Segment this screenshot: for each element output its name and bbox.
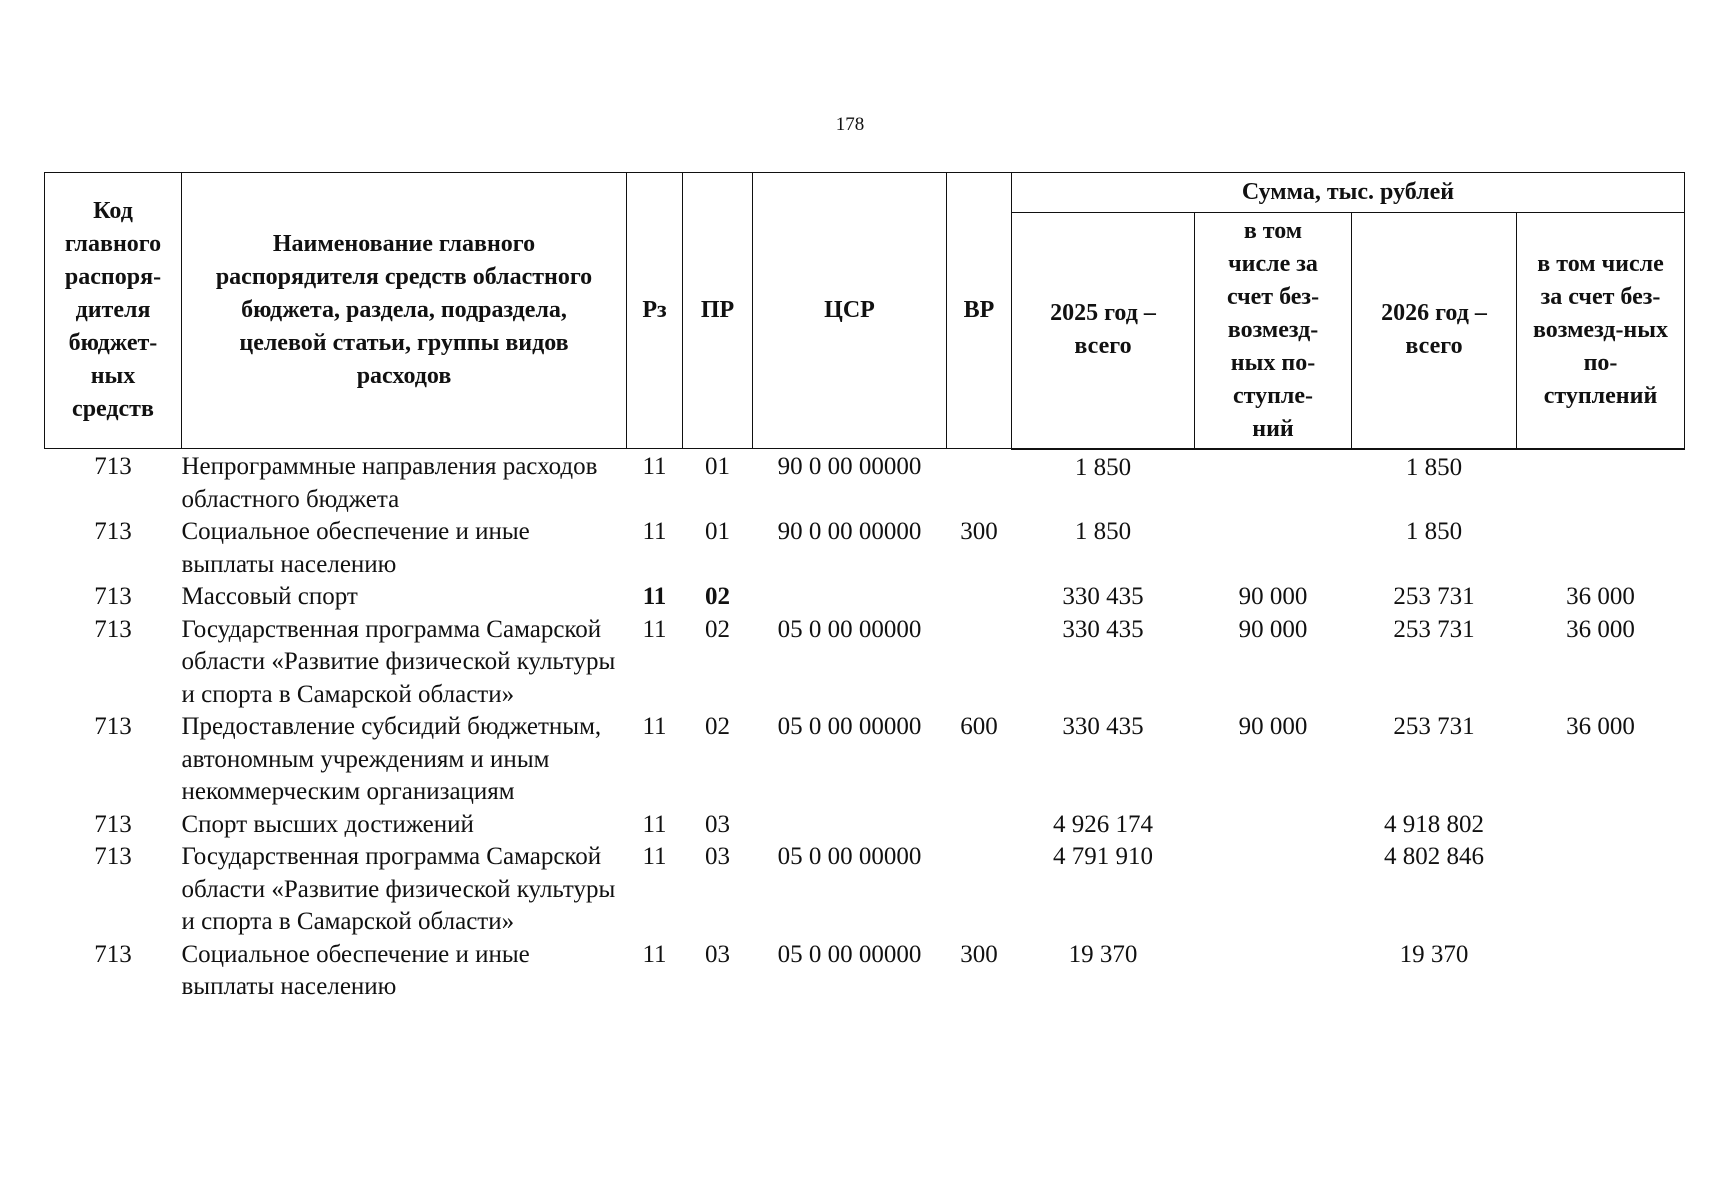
cell-name: Социальное обеспечение и иные выплаты населению — [181, 518, 530, 578]
cell-2025-grants: 90 000 — [1238, 713, 1308, 740]
cell-name: Государственная программа Самарской области «Развитие физической культуры и спорта в Самарской области» — [181, 615, 616, 708]
cell-2026-grants — [1517, 516, 1685, 581]
cell-2026-grants — [1517, 939, 1685, 1004]
table-row — [45, 711, 1685, 809]
cell-code: 713 — [94, 713, 132, 740]
cell-vr — [947, 841, 1012, 939]
cell-2025-grants — [1195, 809, 1352, 842]
header-name: Наименование главного распорядителя средств областного бюджета, раздела, подраздела, целевой статьи, группы видов расходов — [182, 173, 627, 449]
cell-2026-grants: 36 000 — [1566, 713, 1635, 740]
cell-2025-total: 1 850 — [1074, 518, 1132, 545]
cell-2026-total: 253 731 — [1393, 615, 1475, 643]
header-csr: ЦСР — [753, 173, 947, 449]
table-row — [45, 939, 1685, 1004]
table-row — [45, 581, 1685, 614]
cell-2025-grants: 90 000 — [1238, 583, 1308, 610]
cell-rz: 11 — [642, 615, 667, 643]
cell-csr: 05 0 00 00000 — [777, 713, 922, 740]
cell-rz: 11 — [642, 713, 667, 740]
cell-2025-grants — [1195, 939, 1352, 1004]
header-2025-total: 2025 год – всего — [1012, 213, 1195, 449]
header-rz: Рз — [627, 173, 683, 449]
cell-rz: 11 — [642, 940, 667, 968]
cell-csr: 05 0 00 00000 — [777, 940, 922, 968]
table-body — [45, 449, 1685, 1004]
cell-2026-total: 1 850 — [1405, 518, 1463, 545]
cell-2026-total: 4 918 802 — [1384, 810, 1484, 838]
cell-rz: 11 — [642, 453, 667, 480]
table-row — [45, 841, 1685, 939]
cell-name: Предоставление субсидий бюджетным, автономным учреждениям и иным некоммерческим организациям — [181, 713, 602, 805]
page-number: 178 — [835, 114, 865, 135]
cell-csr: 05 0 00 00000 — [777, 615, 922, 643]
cell-2025-total: 330 435 — [1062, 615, 1144, 643]
cell-2025-total: 330 435 — [1062, 713, 1144, 740]
table-row — [45, 809, 1685, 842]
cell-2026-total: 4 802 846 — [1384, 843, 1484, 870]
table-header — [45, 173, 1685, 449]
cell-pr: 01 — [705, 453, 730, 480]
header-2025-grants: в том числе за счет без-возмезд-ных по-ступле-ний — [1195, 213, 1352, 449]
cell-csr: 90 0 00 00000 — [777, 518, 922, 545]
cell-name: Массовый спорт — [181, 583, 358, 610]
cell-name: Спорт высших достижений — [181, 810, 474, 838]
cell-2026-grants — [1517, 809, 1685, 842]
table-row — [45, 449, 1685, 517]
cell-2025-grants — [1195, 516, 1352, 581]
cell-2025-grants: 90 000 — [1238, 615, 1308, 643]
cell-pr: 02 — [705, 713, 730, 740]
cell-2025-grants — [1195, 841, 1352, 939]
cell-2025-total: 1 850 — [1074, 453, 1132, 481]
header-vr: ВР — [947, 173, 1012, 449]
header-2026-grants: в том числе за счет без-возмезд-ных по-ступлений — [1517, 213, 1685, 449]
cell-name: Социальное обеспечение и иные выплаты населению — [181, 940, 530, 1000]
cell-code: 713 — [94, 453, 132, 480]
table-row — [45, 516, 1685, 581]
cell-2026-total: 253 731 — [1393, 583, 1475, 610]
cell-vr — [947, 809, 1012, 842]
cell-code: 713 — [94, 810, 132, 838]
cell-vr: 300 — [960, 940, 998, 968]
cell-csr: 90 0 00 00000 — [777, 453, 922, 480]
header-2026-total: 2026 год – всего — [1352, 213, 1517, 449]
cell-2025-grants — [1195, 449, 1352, 517]
cell-csr — [753, 809, 947, 842]
cell-pr: 03 — [705, 843, 730, 870]
cell-vr — [947, 614, 1012, 712]
cell-pr: 02 — [705, 615, 730, 643]
cell-2026-grants: 36 000 — [1566, 615, 1635, 643]
cell-2026-grants: 36 000 — [1566, 583, 1635, 610]
table-row — [45, 614, 1685, 712]
cell-pr: 02 — [705, 583, 730, 610]
cell-2026-total: 253 731 — [1393, 713, 1475, 740]
header-code: Код главного распоря-дителя бюджет-ных средств — [45, 173, 182, 449]
cell-vr — [947, 449, 1012, 517]
cell-csr: 05 0 00 00000 — [777, 843, 922, 870]
cell-2026-grants — [1517, 841, 1685, 939]
cell-vr: 600 — [960, 713, 998, 740]
cell-2025-total: 19 370 — [1068, 940, 1138, 968]
cell-2026-total: 19 370 — [1399, 940, 1469, 968]
cell-pr: 03 — [705, 810, 730, 838]
header-sum-group: Сумма, тыс. рублей — [1012, 173, 1685, 213]
cell-rz: 11 — [642, 518, 667, 545]
cell-2025-total: 330 435 — [1062, 583, 1144, 610]
cell-code: 713 — [94, 843, 132, 870]
header-pr: ПР — [683, 173, 753, 449]
cell-code: 713 — [94, 583, 132, 610]
cell-vr: 300 — [960, 518, 998, 545]
cell-name: Непрограммные направления расходов областного бюджета — [181, 453, 598, 513]
cell-code: 713 — [94, 940, 132, 968]
cell-pr: 01 — [705, 518, 730, 545]
cell-rz: 11 — [642, 583, 667, 610]
cell-csr — [753, 581, 947, 614]
cell-rz: 11 — [642, 843, 667, 870]
budget-table-container — [44, 172, 1685, 1004]
cell-2025-total: 4 926 174 — [1053, 810, 1153, 838]
cell-2025-total: 4 791 910 — [1053, 843, 1153, 870]
cell-code: 713 — [94, 615, 132, 643]
cell-name: Государственная программа Самарской области «Развитие физической культуры и спорта в Самарской области» — [181, 843, 616, 935]
cell-vr — [947, 581, 1012, 614]
cell-pr: 03 — [705, 940, 730, 968]
cell-rz: 11 — [642, 810, 667, 838]
cell-code: 713 — [94, 518, 132, 545]
budget-table — [44, 172, 1685, 1004]
cell-2026-grants — [1517, 449, 1685, 517]
cell-2026-total: 1 850 — [1405, 453, 1463, 481]
